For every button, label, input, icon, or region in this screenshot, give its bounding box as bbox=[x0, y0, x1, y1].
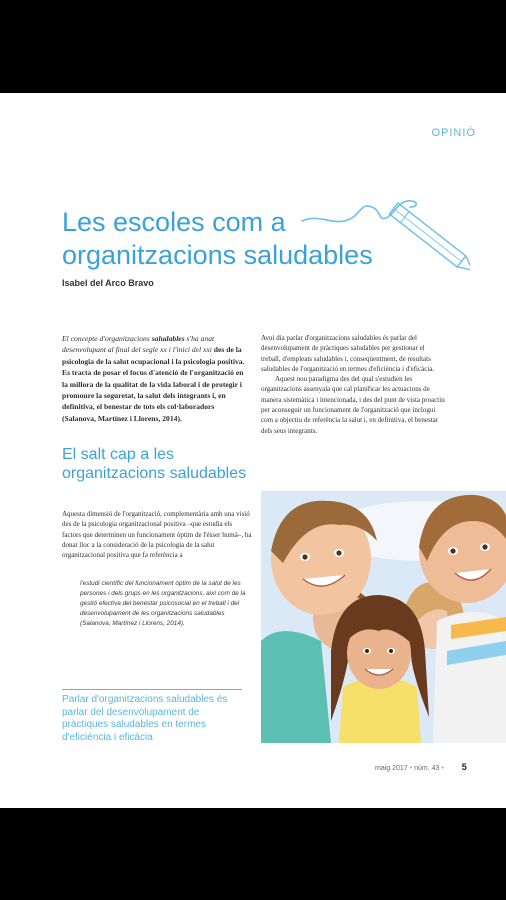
intro-text: des de la psicologia de la salut ocupacional i la psicologia positiva. Es tracta de posar el focus d'atenció de l'organització en la millora de la qualitat de la vida laboral i de protegir i promoure la seguretat, la salut dels integrants i, en definitiva, el benestar de tots els col·laboradors (Salanova, Martínez i Llorens, 2014). bbox=[62, 345, 245, 423]
issue-date: maig 2017 bbox=[375, 765, 408, 772]
section-subheading: El salt cap a les organitzacions saludables bbox=[62, 446, 247, 482]
pull-quote: Parlar d'organitzacions saludables és parlar del desenvolupament de pràctiques saludables en termes d'eficiència i eficàcia bbox=[62, 689, 242, 744]
block-quote: l'estudi científic del funcionament òptim de la salut de les persones i dels grups en les organitzacions, així com de la gestió efectiva del benestar psicosocial en el treball i del desenvolupament de les organitzacions saludables (Salanova, Martínez i Llorens, 2014). bbox=[80, 580, 246, 627]
author-name: Isabel del Arco Bravo bbox=[62, 278, 154, 288]
separator-dot: • bbox=[409, 765, 413, 772]
intro-emphasis: xxi bbox=[203, 345, 212, 355]
body-text: Aquest nou paradigma des del qual s'estudien les organitzacions assenyala que cal planificar les actuacions de manera sistemàtica i intencionada, i des del punt de vista proactiu per aconseguir un funcionament de l'organització que inclogui com a objectiu de referència la salut i, en definitiva, el benestar dels seus integrants. bbox=[261, 375, 445, 435]
issue-number: núm. 43 bbox=[414, 765, 440, 772]
section-label: OPINIÓ bbox=[431, 127, 476, 139]
body-text: Avui dia parlar d'organitzacions saludables és parlar del desenvolupament de pràctiques saludables per gestionar el treball, d'empleats saludables i, conseqüentment, de resultats saludables de l'organització en termes d'eficiència i d'eficàcia. bbox=[261, 334, 435, 373]
article-title: Les escoles com a organitzacions saludables bbox=[62, 207, 373, 270]
pencil-illustration bbox=[300, 193, 470, 283]
magazine-page bbox=[0, 93, 506, 808]
separator-dot: • bbox=[441, 765, 444, 772]
intro-text: s'ha anat desenvolupant al final del segle bbox=[62, 334, 215, 355]
page-number: 5 bbox=[461, 762, 467, 772]
intro-text: El concepte d'organitzacions bbox=[62, 334, 152, 343]
intro-emphasis: xx bbox=[160, 345, 167, 355]
intro-emphasis: saludables bbox=[151, 334, 185, 343]
body-column-right bbox=[261, 333, 446, 436]
body-paragraph-left bbox=[62, 509, 252, 560]
intro-text: i l'inici del bbox=[166, 345, 204, 355]
body-text: Aquesta dimensió de l'organització, complementària amb una visió des de la psicologia organitzacional positiva –que estudia els factors que determinen un funcionament òptim de l'ésser humà–, ha donat lloc a la consideració de la psicologia de la salut organitzacional positiva que fa referència a bbox=[62, 510, 252, 560]
children-photo bbox=[261, 491, 506, 743]
intro-paragraph bbox=[62, 333, 250, 424]
page-footer bbox=[375, 762, 467, 772]
